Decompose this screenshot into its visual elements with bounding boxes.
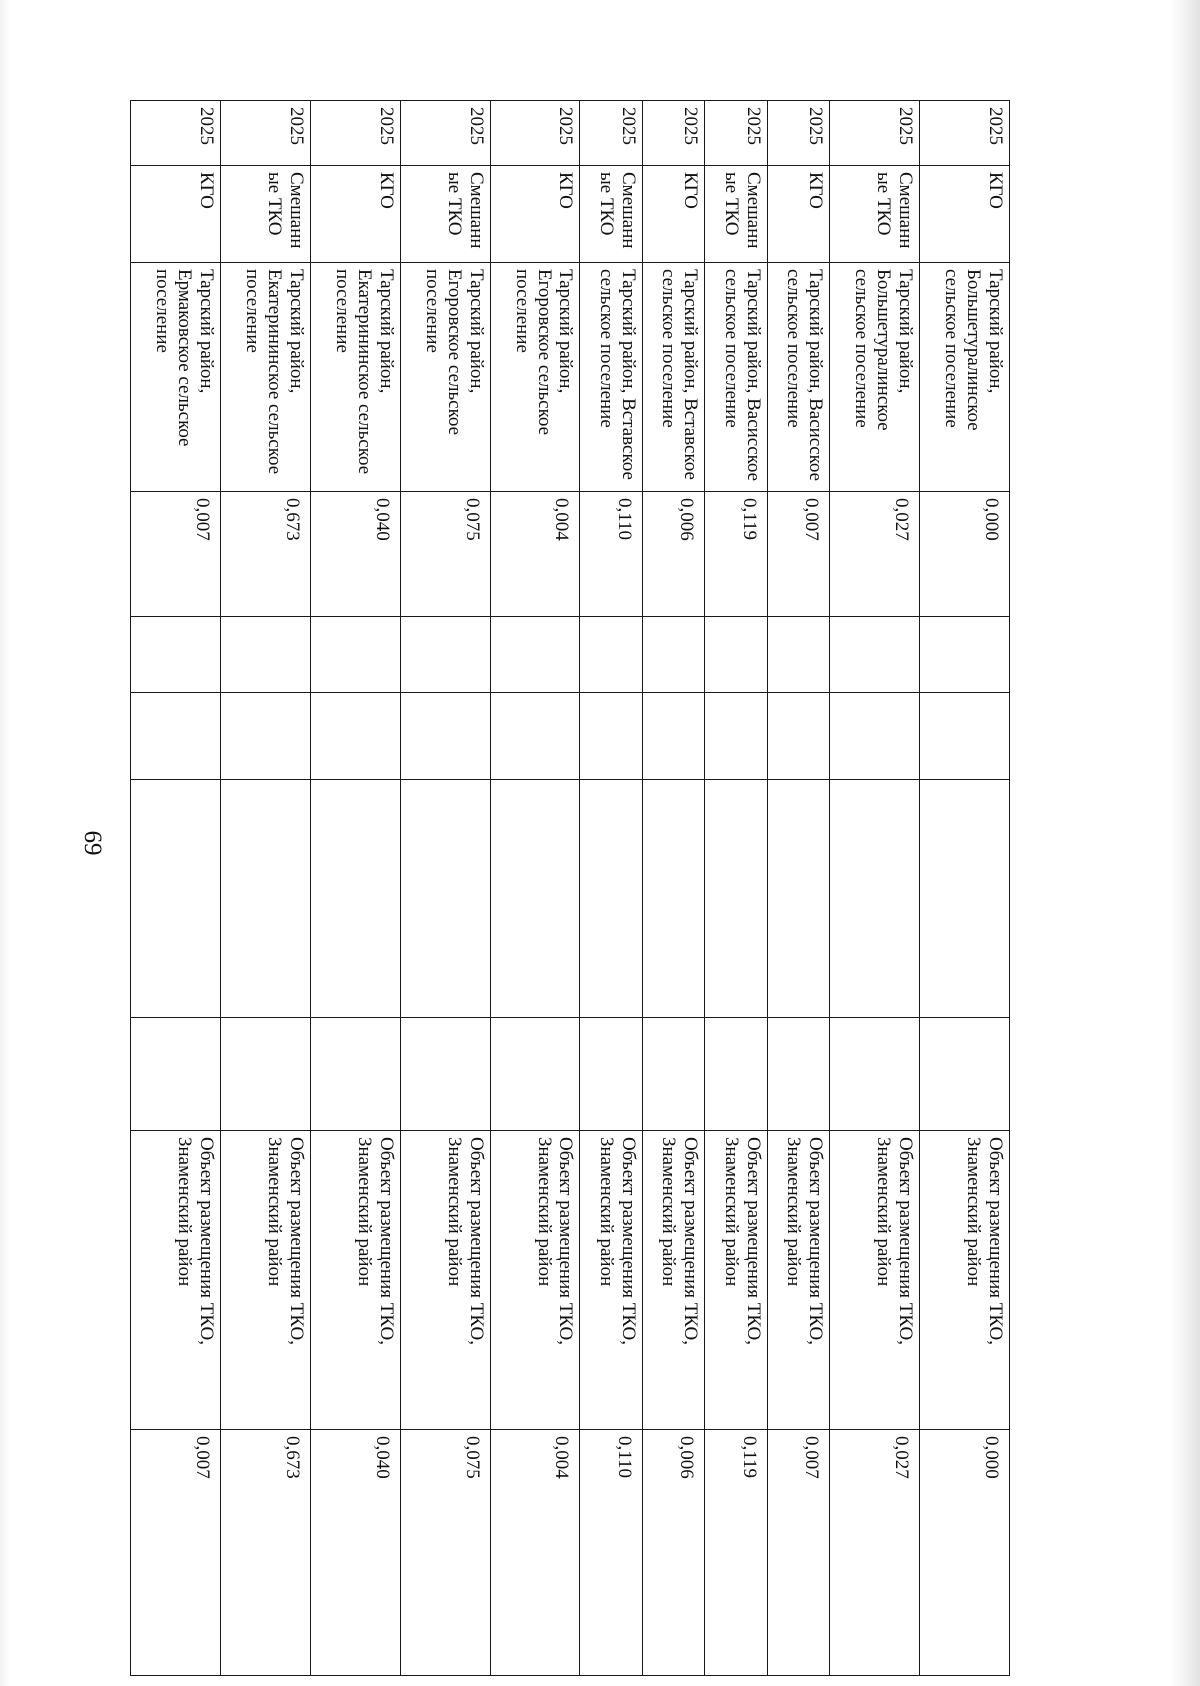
mass-value: 0,075 <box>461 498 483 541</box>
waste-type-cell: КГО <box>490 166 580 263</box>
empty-cell <box>705 1018 767 1131</box>
location-cell: Тарский район, Егоровское сельское поселение <box>400 263 490 492</box>
mass-value: 0,110 <box>613 498 635 541</box>
empty-cell <box>310 780 400 1018</box>
table-row <box>490 101 580 1676</box>
mass-cell <box>131 492 221 617</box>
result-cell <box>767 1430 829 1676</box>
empty-cell <box>920 617 1010 693</box>
year-cell: 2025 <box>490 101 580 166</box>
year-cell: 2025 <box>580 101 642 166</box>
mass-cell <box>920 492 1010 617</box>
waste-flow-table <box>130 100 1010 1676</box>
empty-cell <box>310 693 400 780</box>
year-cell: 2025 <box>310 101 400 166</box>
mass-value: 0,000 <box>981 498 1002 541</box>
mass-cell <box>220 492 310 617</box>
waste-type-cell: Смешанные ТКО <box>705 166 767 263</box>
mass-value: 0,007 <box>801 498 823 541</box>
empty-cell <box>830 617 920 693</box>
result-cell <box>580 1430 642 1676</box>
mass-value: 0,004 <box>551 498 573 541</box>
location-cell: Тарский район, Вставское сельское поселение <box>580 263 642 492</box>
empty-cell <box>220 617 310 693</box>
result-cell <box>310 1430 400 1676</box>
empty-cell <box>131 1018 221 1131</box>
scan-edge-left <box>0 0 10 1686</box>
table-row <box>131 101 221 1676</box>
empty-cell <box>131 780 221 1018</box>
table-body <box>131 101 1010 1676</box>
empty-cell <box>767 693 829 780</box>
scan-edge-right <box>1170 0 1200 1686</box>
table-row <box>705 101 767 1676</box>
location-cell: Тарский район, Ермаковское сельское поселение <box>131 263 221 492</box>
table-row <box>580 101 642 1676</box>
result-value: 0,119 <box>738 1436 760 1479</box>
result-value: 0,673 <box>281 1436 303 1479</box>
empty-cell <box>830 1018 920 1131</box>
waste-type-cell: Смешанные ТКО <box>400 166 490 263</box>
year-cell: 2025 <box>642 101 704 166</box>
empty-cell <box>580 1018 642 1131</box>
waste-type-cell: Смешанные ТКО <box>580 166 642 263</box>
year-cell: 2025 <box>400 101 490 166</box>
destination-cell: Объект размещения ТКО, Знаменский район <box>767 1131 829 1430</box>
empty-cell <box>920 693 1010 780</box>
location-cell: Тарский район, Большетуралинское сельское поселение <box>830 263 920 492</box>
waste-type-cell: КГО <box>310 166 400 263</box>
table-row <box>920 101 1010 1676</box>
destination-cell: Объект размещения ТКО, Знаменский район <box>580 1131 642 1430</box>
destination-cell: Объект размещения ТКО, Знаменский район <box>642 1131 704 1430</box>
empty-cell <box>642 693 704 780</box>
mass-cell <box>767 492 829 617</box>
empty-cell <box>220 1018 310 1131</box>
empty-cell <box>220 693 310 780</box>
empty-cell <box>580 617 642 693</box>
mass-value: 0,007 <box>191 498 213 541</box>
mass-value: 0,119 <box>738 498 760 541</box>
empty-cell <box>490 1018 580 1131</box>
result-value: 0,110 <box>613 1436 635 1479</box>
result-value: 0,007 <box>191 1436 213 1479</box>
result-cell <box>920 1430 1010 1676</box>
empty-cell <box>310 617 400 693</box>
empty-cell <box>490 617 580 693</box>
year-cell: 2025 <box>220 101 310 166</box>
result-value: 0,007 <box>801 1436 823 1479</box>
empty-cell <box>767 780 829 1018</box>
mass-cell <box>830 492 920 617</box>
empty-cell <box>400 1018 490 1131</box>
location-cell: Тарский район, Екатерининское сельское поселение <box>220 263 310 492</box>
table-row <box>310 101 400 1676</box>
destination-cell: Объект размещения ТКО, Знаменский район <box>920 1131 1010 1430</box>
empty-cell <box>705 780 767 1018</box>
empty-cell <box>705 693 767 780</box>
location-cell: Тарский район, Вставское сельское поселение <box>642 263 704 492</box>
mass-cell <box>490 492 580 617</box>
mass-cell <box>705 492 767 617</box>
year-cell: 2025 <box>920 101 1010 166</box>
year-cell: 2025 <box>131 101 221 166</box>
destination-cell: Объект размещения ТКО, Знаменский район <box>830 1131 920 1430</box>
mass-cell <box>580 492 642 617</box>
empty-cell <box>400 693 490 780</box>
mass-cell <box>400 492 490 617</box>
empty-cell <box>131 617 221 693</box>
waste-type-cell: КГО <box>767 166 829 263</box>
mass-cell <box>310 492 400 617</box>
result-value: 0,027 <box>891 1436 913 1479</box>
empty-cell <box>400 617 490 693</box>
empty-cell <box>830 693 920 780</box>
empty-cell <box>580 693 642 780</box>
page-number: 69 <box>79 830 106 856</box>
result-cell <box>830 1430 920 1676</box>
empty-cell <box>642 780 704 1018</box>
empty-cell <box>400 780 490 1018</box>
empty-cell <box>767 1018 829 1131</box>
empty-cell <box>920 1018 1010 1131</box>
result-cell <box>131 1430 221 1676</box>
mass-value: 0,027 <box>891 498 913 541</box>
destination-cell: Объект размещения ТКО, Знаменский район <box>220 1131 310 1430</box>
empty-cell <box>920 780 1010 1018</box>
result-value: 0,040 <box>371 1436 393 1479</box>
location-cell: Тарский район, Екатерининское сельское поселение <box>310 263 400 492</box>
table-row <box>830 101 920 1676</box>
year-cell: 2025 <box>705 101 767 166</box>
empty-cell <box>642 1018 704 1131</box>
waste-type-cell: Смешанные ТКО <box>220 166 310 263</box>
year-cell: 2025 <box>767 101 829 166</box>
destination-cell: Объект размещения ТКО, Знаменский район <box>400 1131 490 1430</box>
location-cell: Тарский район, Егоровское сельское поселение <box>490 263 580 492</box>
mass-value: 0,040 <box>371 498 393 541</box>
mass-cell <box>642 492 704 617</box>
destination-cell: Объект размещения ТКО, Знаменский район <box>310 1131 400 1430</box>
empty-cell <box>131 693 221 780</box>
destination-cell: Объект размещения ТКО, Знаменский район <box>705 1131 767 1430</box>
result-value: 0,075 <box>461 1436 483 1479</box>
table-row <box>767 101 829 1676</box>
empty-cell <box>580 780 642 1018</box>
year-cell: 2025 <box>830 101 920 166</box>
result-value: 0,006 <box>676 1436 698 1479</box>
result-cell <box>642 1430 704 1676</box>
result-cell <box>220 1430 310 1676</box>
empty-cell <box>642 617 704 693</box>
location-cell: Тарский район, Васисское сельское поселение <box>705 263 767 492</box>
empty-cell <box>767 617 829 693</box>
empty-cell <box>490 780 580 1018</box>
empty-cell <box>705 617 767 693</box>
location-cell: Тарский район, Большетуралинское сельское поселение <box>920 263 1010 492</box>
table-row <box>642 101 704 1676</box>
location-cell: Тарский район, Васисское сельское поселение <box>767 263 829 492</box>
result-value: 0,004 <box>551 1436 573 1479</box>
table-row <box>220 101 310 1676</box>
destination-cell: Объект размещения ТКО, Знаменский район <box>131 1131 221 1430</box>
waste-type-cell: КГО <box>920 166 1010 263</box>
destination-cell: Объект размещения ТКО, Знаменский район <box>490 1131 580 1430</box>
empty-cell <box>220 780 310 1018</box>
waste-type-cell: КГО <box>642 166 704 263</box>
table-wrapper <box>130 100 1010 1545</box>
result-cell <box>490 1430 580 1676</box>
result-cell <box>400 1430 490 1676</box>
empty-cell <box>490 693 580 780</box>
result-value: 0,000 <box>981 1436 1002 1479</box>
mass-value: 0,006 <box>676 498 698 541</box>
empty-cell <box>310 1018 400 1131</box>
waste-type-cell: КГО <box>131 166 221 263</box>
mass-value: 0,673 <box>281 498 303 541</box>
result-cell <box>705 1430 767 1676</box>
waste-type-cell: Смешанные ТКО <box>830 166 920 263</box>
empty-cell <box>830 780 920 1018</box>
table-row <box>400 101 490 1676</box>
